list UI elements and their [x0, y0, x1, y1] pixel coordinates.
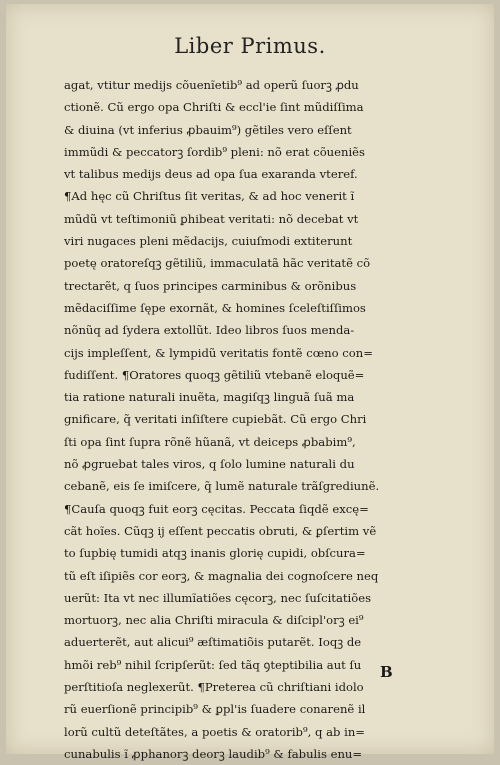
- text-line: immũdi & peccatorꝫ ſordib⁹ pleni: nõ erat cõueniẽs: [64, 144, 365, 159]
- text-line: uerũt: Ita vt nec illumĩatiões cęcorꝫ, nec ſuſcitatiões: [64, 590, 372, 605]
- text-line: hmõi reb⁹ nihil ſcripſerũt: ſed tãq ꝯteptibilia aut ſu: [64, 657, 362, 672]
- text-line: mortuorꝫ, nec alia Chriſti miracula & diſcipl'orꝫ ei⁹: [64, 613, 364, 628]
- text-line: poetę oratoreſqꝫ gẽtiliũ, immaculatã hãc veritatẽ cõ: [64, 256, 371, 271]
- text-line: cijs impleſſent, & lympidũ veritatis fontẽ cœno con=: [64, 345, 373, 360]
- text-line: agat, vtitur medijs cõuenĩetib⁹ ad operũ ſuorꝫ ꝓdu: [64, 78, 359, 92]
- text-line: tũ eſt iſipiẽs cor eorꝫ, & magnalia dei cognoſcere neq: [64, 568, 379, 583]
- text-line: trectarẽt, q ſuos principes carminibus & orõnibus: [64, 278, 357, 293]
- text-line: viri nugaces pleni mẽdacijs, cuiuſmodi extiterunt: [64, 234, 353, 249]
- text-line: aduerterẽt, aut alicui⁹ æſtimatiõis putarẽt. Ioqꝫ de: [64, 635, 362, 650]
- text-line: mũdũ vt teſtimoniũ ꝑhibeat veritati: nõ decebat vt: [64, 211, 359, 226]
- text-line: nõ ꝓgruebat tales viros, q ſolo lumine naturali du: [64, 457, 355, 472]
- page-header: Liber Primus.: [174, 34, 326, 58]
- text-line: lorũ cultũ deteſtãtes, a poetis & oratorib⁹, q ab in=: [64, 724, 366, 739]
- text-line: ¶Ad hęc cũ Chriſtus ſit veritas, & ad hoc venerit ĩ: [64, 189, 355, 204]
- text-line: gnificare, q̃ veritati inſiſtere cupiebãt. Cũ ergo Chri: [64, 412, 367, 427]
- text-line: cebanẽ, eis ſe imiſcere, q̃ lumẽ naturale trãſgrediunẽ.: [64, 479, 380, 494]
- text-line: perſtitioſa neglexerũt. ¶Preterea cũ chriſtiani idolo: [64, 680, 364, 695]
- text-line: ¶Cauſa quoqꝫ fuit eorꝫ cęcitas. Peccata ſiqdẽ excę=: [64, 501, 369, 516]
- text-block: [64, 74, 434, 765]
- text-line: rũ euerſionẽ principib⁹ & ꝑpl'is ſuadere conarenẽ il: [64, 702, 366, 717]
- text-line: vt talibus medijs deus ad opa ſua exaranda vteref.: [64, 167, 358, 182]
- text-line: ctionẽ. Cũ ergo opa Chriſti & eccl'ie ſint mũdiſſima: [64, 100, 364, 115]
- text-line: cãt hoĩes. Cũqꝫ ij eſſent peccatis obruti, & ꝑſertim vẽ: [64, 523, 377, 538]
- text-line: cunabulis ĩ ꝓphanorꝫ deorꝫ laudib⁹ & fabulis enu=: [64, 746, 363, 761]
- text-line: mẽdaciſſime ſępe exornãt, & homines ſceleſtiſſimos: [64, 300, 366, 315]
- text-line: to ſupbię tumidi atqꝫ inanis glorię cupidi, obſcura=: [64, 546, 366, 561]
- text-line: fudiſſent. ¶Oratores quoqꝫ gẽtiliũ vtebanẽ eloquẽ=: [64, 367, 365, 382]
- signature-mark: B: [380, 663, 393, 681]
- text-line: tia ratione naturali inuẽta, magiſqꝫ linguã ſuã ma: [64, 390, 355, 405]
- text-line: nõnũq ad ſydera extollũt. Ideo libros ſuos menda-: [64, 323, 355, 338]
- text-line: ſti opa ſint ſupra rõnẽ hũanã, vt deiceps ꝓbabim⁹,: [64, 434, 356, 449]
- text-line: & diuina (vt inferius ꝓbauim⁹) gẽtiles vero eſſent: [64, 122, 352, 137]
